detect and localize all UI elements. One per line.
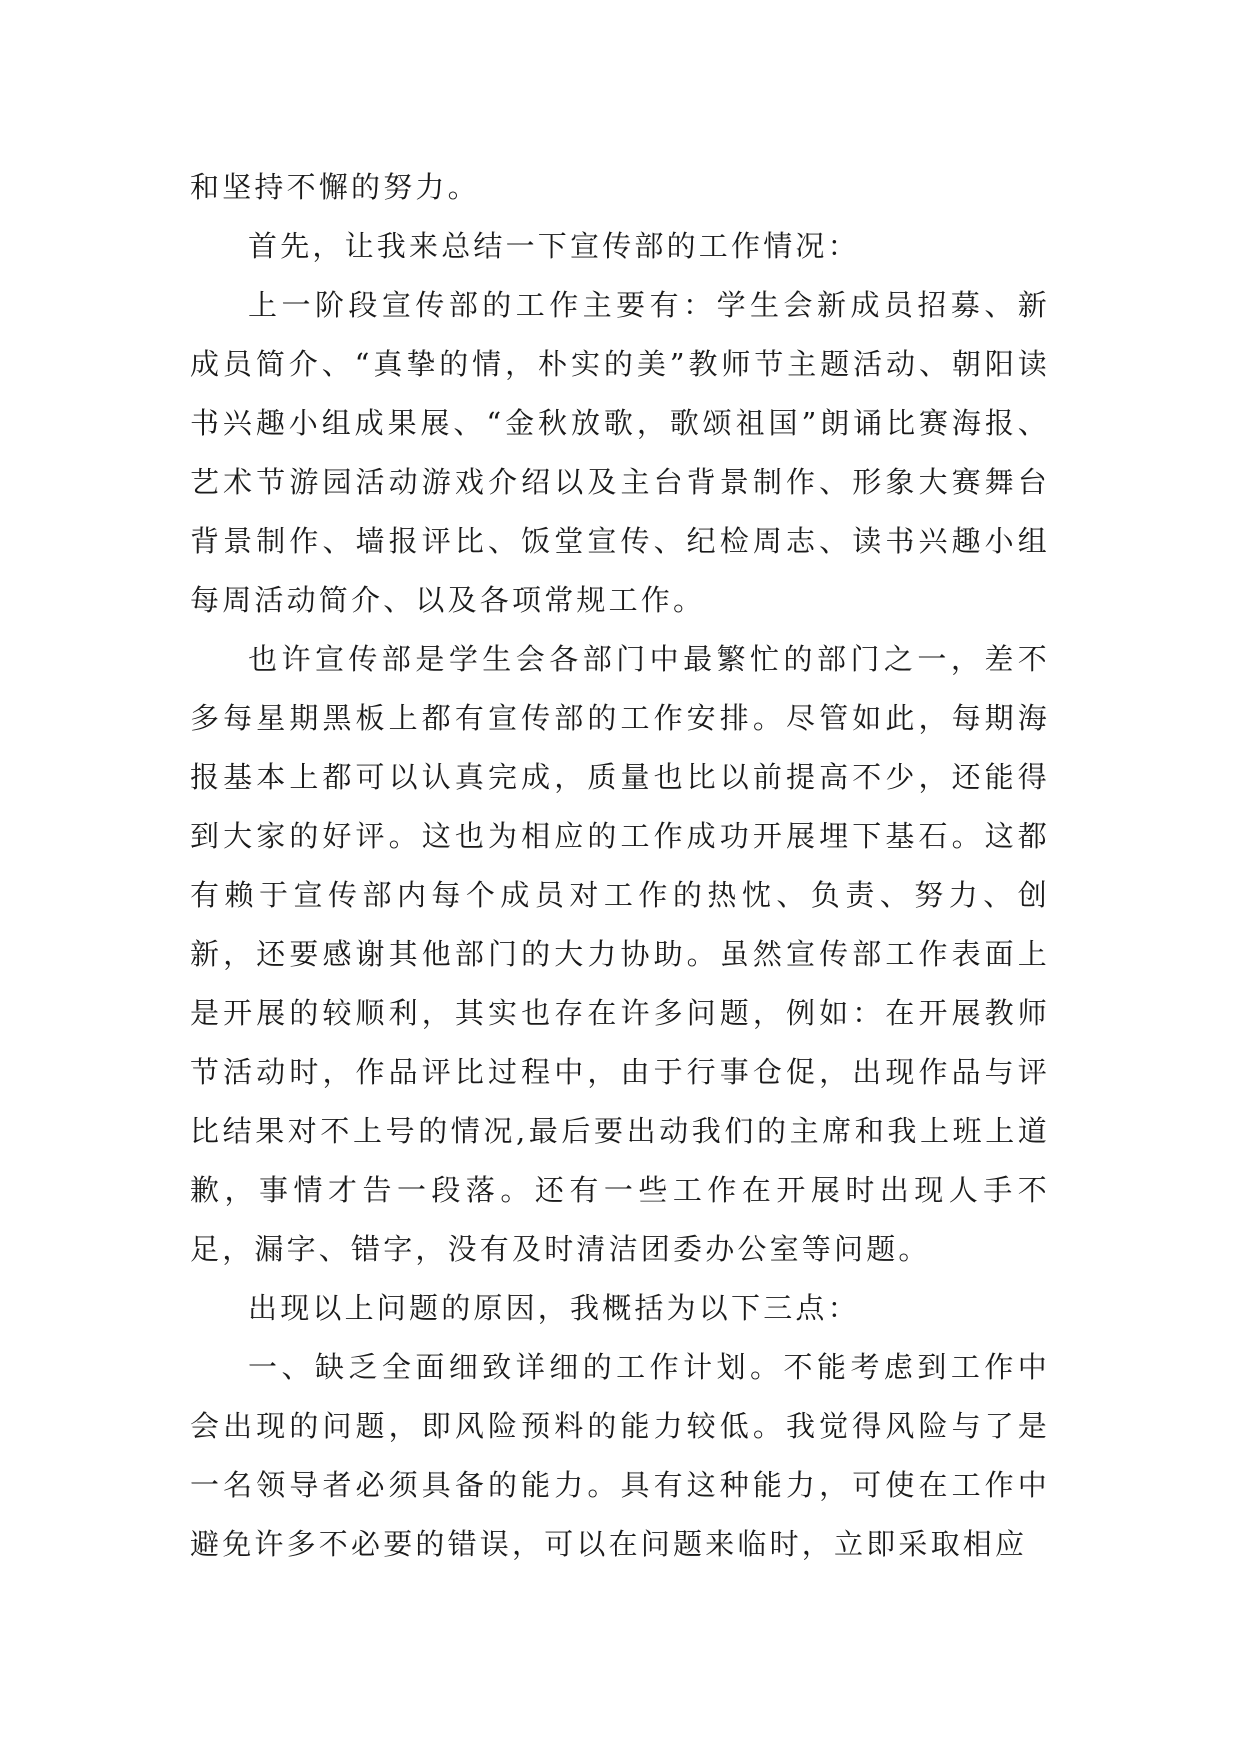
paragraph-continuation: 和坚持不懈的努力。 xyxy=(190,170,480,204)
paragraph-causes-intro: 出现以上问题的原因，我概括为以下三点： xyxy=(248,1291,860,1325)
paragraph-work-list: 上一阶段宣传部的工作主要有：学生会新成员招募、新成员简介、“真挚的情，朴实的美”教师节主题活动、朝阳读书兴趣小组成果展、“金秋放歌，歌颂祖国”朗诵比赛海报、艺术节游园活动游戏介绍以及主台背景制作、形象大赛舞台背景制作、墙报评比、饭堂宣传、纪检周志、读书兴趣小组每周活动简介、以及各项常规工作。 xyxy=(190,288,1050,617)
paragraph-cause-one: 一、缺乏全面细致详细的工作计划。不能考虑到工作中会出现的问题，即风险预料的能力较低。我觉得风险与了是一名领导者必须具备的能力。具有这种能力，可使在工作中避免许多不必要的错误，可以在问题来临时，立即采取相应 xyxy=(190,1350,1050,1561)
paragraph-work-review: 也许宣传部是学生会各部门中最繁忙的部门之一，差不多每星期黑板上都有宣传部的工作安排。尽管如此，每期海报基本上都可以认真完成，质量也比以前提高不少，还能得到大家的好评。这也为相应的工作成功开展埋下基石。这都有赖于宣传部内每个成员对工作的热忱、负责、努力、创新，还要感谢其他部门的大力协助。虽然宣传部工作表面上是开展的较顺利，其实也存在许多问题，例如：在开展教师节活动时，作品评比过程中，由于行事仓促，出现作品与评比结果对不上号的情况,最后要出动我们的主席和我上班上道歉，事情才告一段落。还有一些工作在开展时出现人手不足，漏字、错字，没有及时清洁团委办公室等问题。 xyxy=(190,642,1050,1266)
document-body xyxy=(190,158,1050,1574)
paragraph-intro: 首先，让我来总结一下宣传部的工作情况： xyxy=(248,229,860,263)
